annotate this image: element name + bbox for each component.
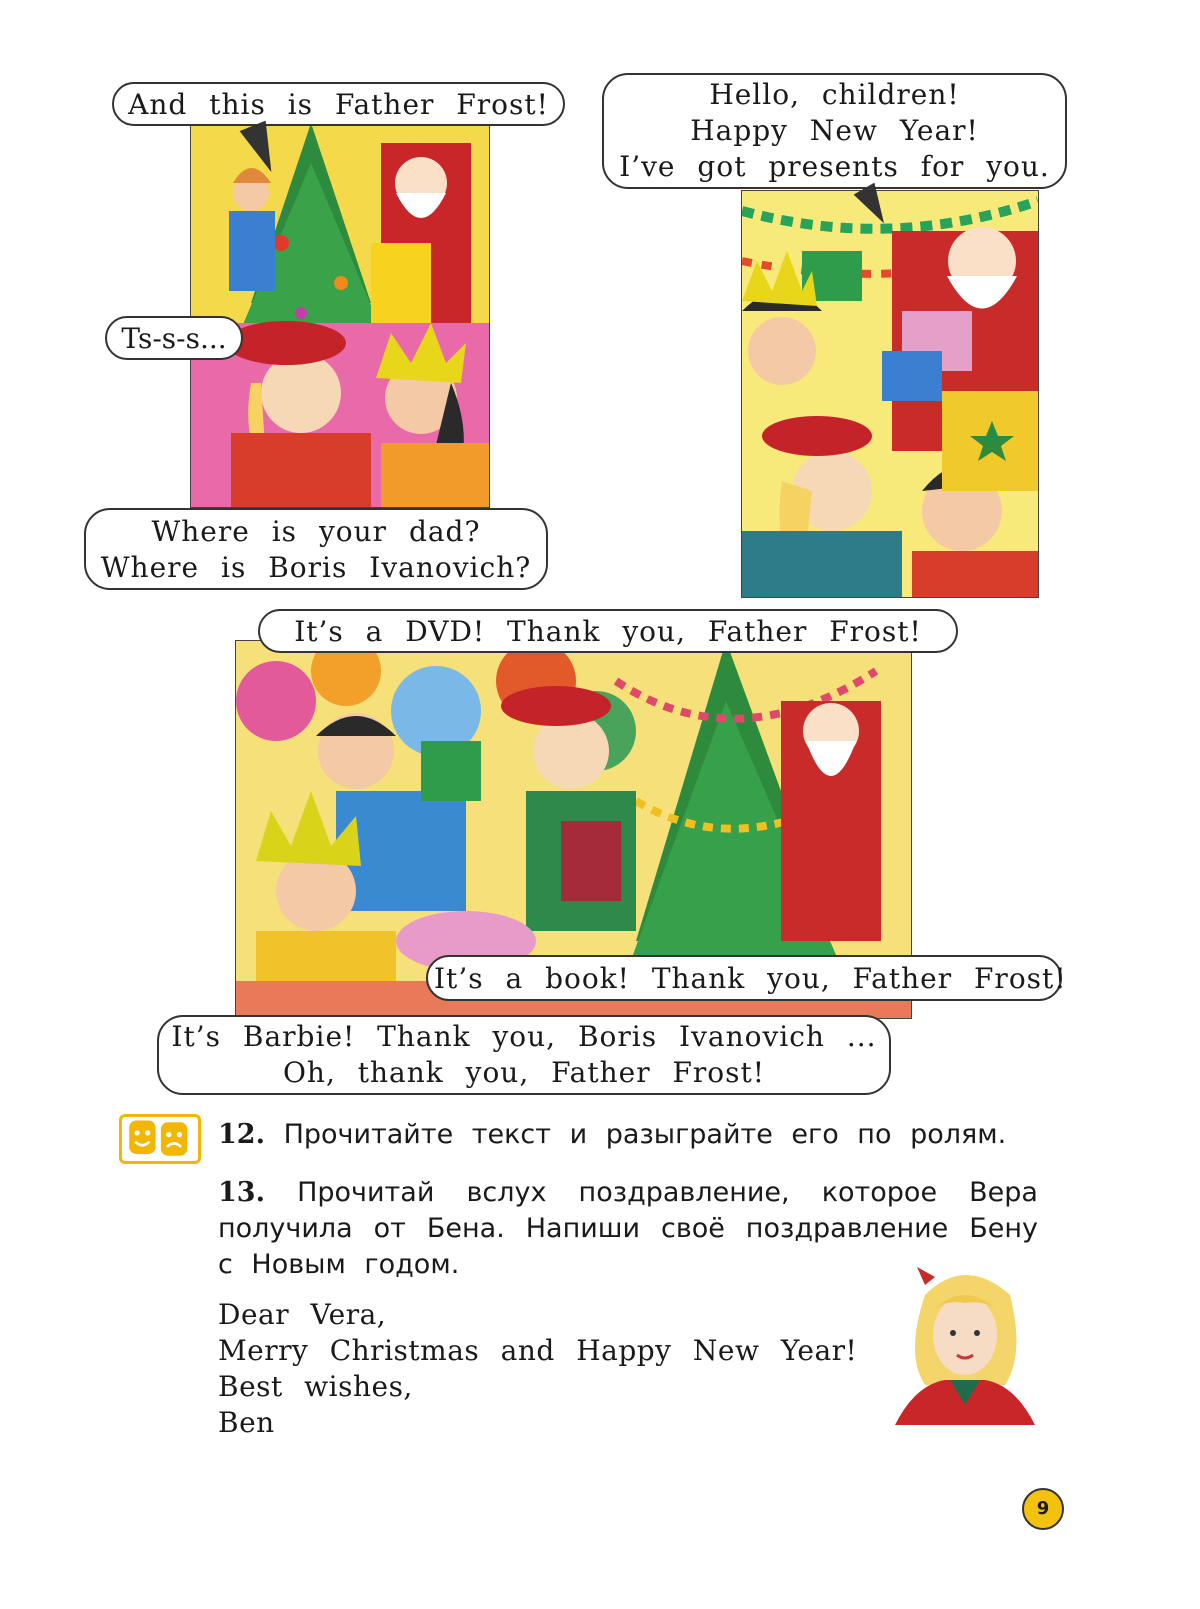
party-scene-2: [742, 191, 1038, 597]
bubble-line: It’s Barbie! Thank you, Boris Ivanovich ...: [171, 1020, 877, 1053]
task-number: 12.: [218, 1119, 265, 1150]
bubble-line: Where is your dad?: [151, 515, 481, 548]
speech-bubble-hello-children: [602, 73, 1067, 189]
illustration-father-frost-presents: [741, 190, 1039, 598]
speech-bubble-dvd: [258, 609, 958, 653]
speech-bubble-father-frost-intro: [112, 82, 565, 126]
bubble-line: Where is Boris Ivanovich?: [100, 551, 532, 584]
speech-bubble-shush: [105, 316, 243, 360]
illustration-vera-portrait: [895, 1255, 1035, 1425]
theatre-masks-icon: [119, 1114, 201, 1164]
letter-line: Dear Vera,: [218, 1298, 387, 1331]
bubble-line: And this is Father Frost!: [128, 88, 549, 121]
letter-line: Ben: [218, 1406, 275, 1439]
page-number-badge: 9: [1022, 1488, 1064, 1530]
speech-bubble-barbie: [157, 1015, 891, 1095]
illustration-father-frost-intro: [190, 122, 490, 508]
speech-bubble-where-dad: [84, 508, 548, 590]
bubble-line: Happy New Year!: [690, 114, 979, 147]
bubble-line: It’s a book! Thank you, Father Frost!: [434, 962, 1067, 995]
greeting-letter: [218, 1297, 857, 1441]
bubble-line: I’ve got presents for you.: [619, 150, 1050, 183]
task-12: [218, 1117, 1038, 1153]
letter-line: Best wishes,: [218, 1370, 413, 1403]
bubble-line: It’s a DVD! Thank you, Father Frost!: [294, 615, 922, 648]
task-text: Прочитай вслух поздравление, которое Вера получила от Бена. Напиши своё поздравление Бену с Новым годом.: [218, 1177, 1038, 1280]
bubble-line: Hello, children!: [709, 78, 960, 111]
task-text: Прочитайте текст и разыграйте его по ролям.: [283, 1119, 1007, 1150]
task-number: 13.: [218, 1177, 265, 1208]
party-scene-1: [191, 123, 489, 507]
bubble-line: Oh, thank you, Father Frost!: [282, 1056, 766, 1089]
bubble-line: Ts-s-s...: [121, 322, 227, 355]
speech-bubble-book: [426, 955, 1067, 1001]
letter-line: Merry Christmas and Happy New Year!: [218, 1334, 858, 1367]
